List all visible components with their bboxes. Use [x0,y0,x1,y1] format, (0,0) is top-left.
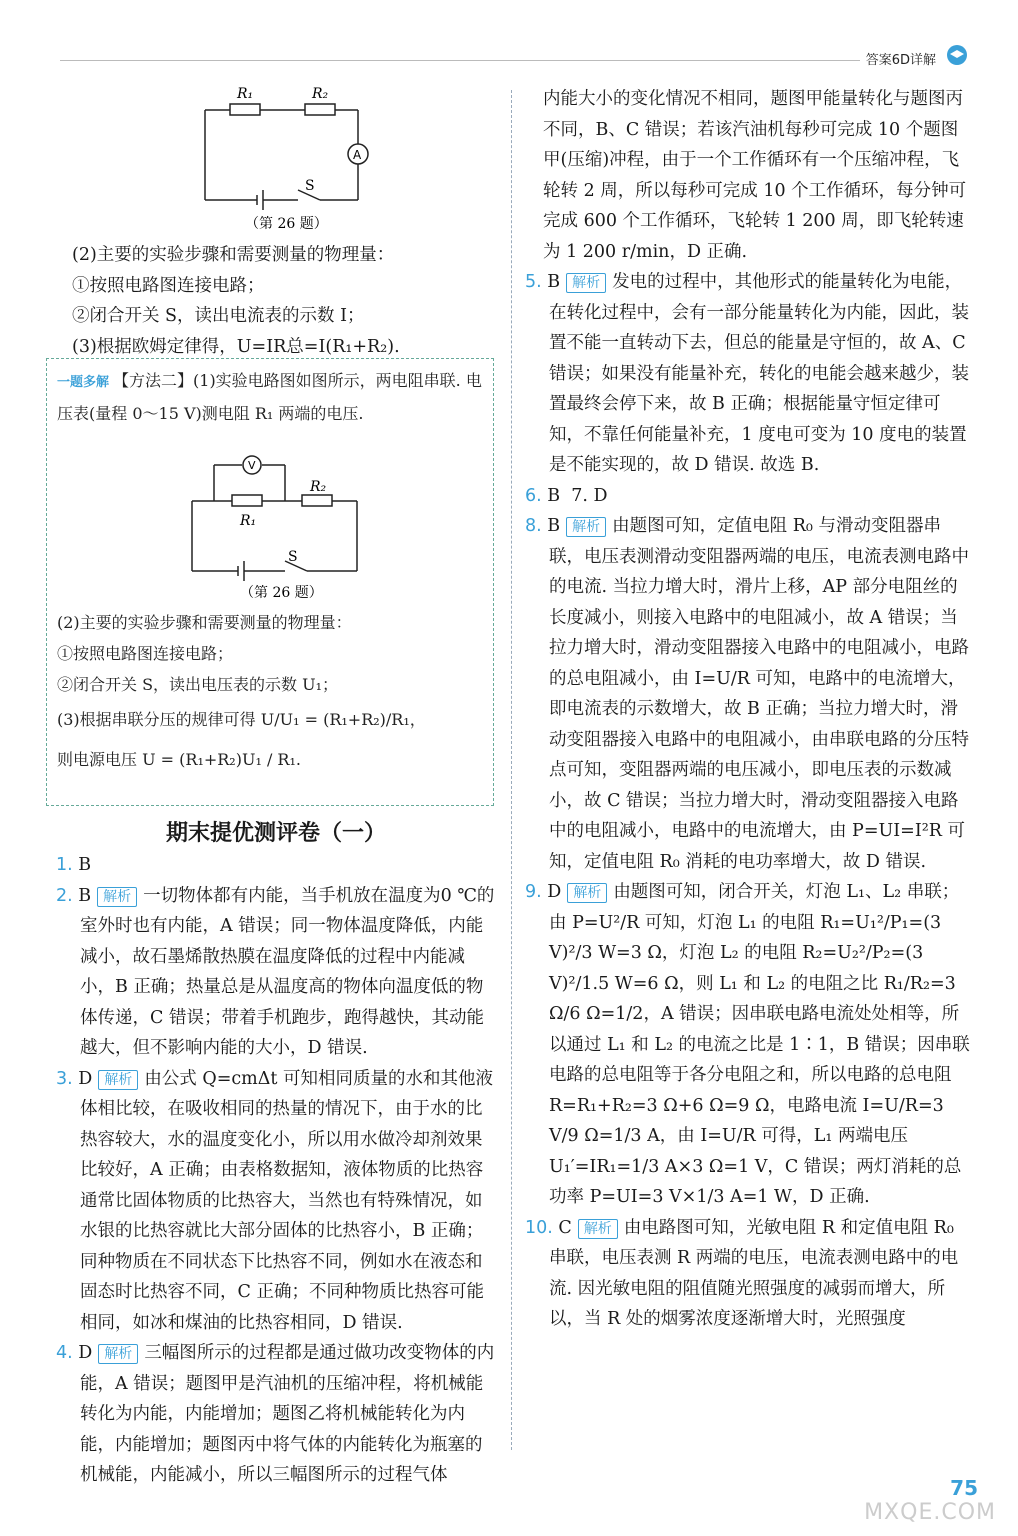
right-answers [525,84,975,1335]
watermark: MXQE.COM [864,1500,996,1525]
analysis-tag: 解析 [567,883,607,903]
r2-label: R₂ [312,86,329,102]
analysis-tag: 解析 [98,1344,138,1364]
ammeter-label: A [353,148,362,162]
box-steps [57,607,485,780]
answer-item: 10. C 解析 由电路图可知，光敏电阻 R 和定值电阻 R₀ 串联，电压表测 R 两端的电压，电流表测电路中的电流. 因光敏电阻的阻值随光照强度的减弱而增大，所以，当 R 处的烟雾浓度逐渐增大时，光照强度 [525,1217,959,1329]
page-number: 75 [950,1476,978,1500]
answer-item: 4. D 解析 三幅图所示的过程都是通过做功改变物体的内能，A 错误；题图甲是汽油机的压缩冲程，将机械能转化为内能，内能增加；题图乙将机械能转化为内能，内能增加；题图丙中将气体的内能转化为瓶塞的机械能，内能减小，所以三幅图所示的过程气体 [56,1343,495,1485]
analysis-tag: 解析 [566,273,606,293]
switch-label: S [288,549,298,565]
left-answers [56,850,496,1491]
r2-label: R₂ [310,479,327,495]
left-steps [56,240,496,362]
section-title: 期末提优测评卷（一） [165,821,386,846]
box-line: ①按照电路图连接电路； [57,644,234,663]
switch-label: S [305,178,315,194]
r1-label: R₁ [237,86,254,102]
answer-item: 8. B 解析 由题图可知，定值电阻 R₀ 与滑动变阻器串联，电压表测滑动变阻器两端的电压，电流表测电路中的电流. 当拉力增大时，滑片上移，AP 部分电阻丝的长度减小，则接入电路中的电阻减小，故 A 错误；当拉力增大时，滑动变阻器接入电路中的电阻减小，电路的总电阻减小，由 I=U/R 可知，电路中的电流增大，即电流表的示数增大，故 B 正确；当拉力增大时，滑动变阻器接入电路中的电阻减小，由串联电路的分压特点可知，变阻器两端的电压减小，即电压表的示数减小，故 C 错误；当拉力增大时，滑动变阻器接入电路中的电阻减小，电路中的电流增大，由 P=UI=I²R 可知，定值电阻 R₀ 消耗的电功率增大，故 D 错误. [525,516,969,872]
step-line: (3)根据欧姆定律得，U=IR总=I(R₁+R₂). [72,336,400,357]
step-line: ①按照电路图连接电路； [72,275,265,296]
answer-item: 1. B [56,855,92,875]
alt-method-box [46,358,494,806]
tip-badge: 一题多解 [57,375,110,390]
box-line: 则电源电压 U = (R₁+R₂)U₁ / R₁. [57,750,301,769]
answer-item: 3. D 解析 由公式 Q=cmΔt 可知相同质量的水和其他液体相比较，在吸收相同的热量的情况下，由于水的比热容较大，水的温度变化小，所以用水做冷却剂效果比较好，A 正确；由表格数据知，液体物质的比热容通常比固体物质的比热容大，当然也有特殊情况，如水银的比热容就比大部分固体的比热容小，B 正确；同种物质在不同状态下比热容不同，例如水在液态和固态时比热容不同，C 正确；不同种物质比热容可能相同，如冰和煤油的比热容相同，D 错误. [56,1068,494,1333]
circuit-figure-1 [195,82,375,232]
header-label: 答案6D详解 [865,53,936,68]
cap-icon [946,44,968,66]
voltmeter-label: V [248,459,256,472]
box-line: ②闭合开关 S，读出电压表的示数 U₁； [57,675,339,694]
analysis-tag: 解析 [97,887,137,907]
answer-item: 6. B 7. D [525,485,608,506]
header-rule [60,60,860,61]
r1-label: R₁ [240,513,257,529]
analysis-tag: 解析 [566,517,606,537]
box-line: (2)主要的实验步骤和需要测量的物理量： [57,613,352,632]
figure-caption: （第 26 题） [240,585,323,601]
box-line: (3)根据串联分压的规律可得 U/U₁ = (R₁+R₂)/R₁， [57,710,426,729]
column-divider [511,90,512,1450]
box-intro: 一题多解 【方法二】(1)实验电路图如图所示，两电阻串联. 电压表(量程 0～15 V)测电阻 R₁ 两端的电压. [57,365,485,429]
answer-item: 9. D 解析 由题图可知，闭合开关，灯泡 L₁、L₂ 串联；由 P=U²/R 可知，灯泡 L₁ 的电阻 R₁=U₁²/P₁=(3 V)²/3 W=3 Ω，灯泡 L₂ 的电阻 R₂=U₂²/P₂=(3 V)²/1.5 W=6 Ω，则 L₁ 和 L₂ 的电阻之比 R₁/R₂=3 Ω/6 Ω=1/2，A 错误；因串联电路电流处处相等，所以通过 L₁ 和 L₂ 的电流之比是 1∶1，B 错误；因串联电路的总电阻等于各分电阻之和，所以电路的总电阻 R=R₁+R₂=3 Ω+6 Ω=9 Ω，电路电流 I=U/R=3 V/9 Ω=1/3 A，由 I=U/R 可得，L₁ 两端电压 U₁′=IR₁=1/3 A×3 Ω=1 V，C 错误；两灯消耗的总功率 P=UI=3 V×1/3 A=1 W，D 正确. [525,882,970,1207]
answer-item: 2. B 解析 一切物体都有内能，当手机放在温度为0 ℃的室外时也有内能，A 错误；同一物体温度降低，内能减小，故石墨烯散热膜在温度降低的过程中内能减小，B 正确；热量总是从温度高的物体向温度低的物体传递，C 错误；带着手机跑步，跑得越快，其动能越大，但不影响内能的大小，D 错误. [56,885,495,1058]
continued-text: 内能大小的变化情况不相同，题图甲能量转化与题图丙不同，B、C 错误；若该汽油机每秒可完成 10 个题图甲(压缩)冲程，由于一个工作循环有一个压缩冲程，飞轮转 2 周，所以每秒可完成 10 个工作循环，每分钟可完成 600 个工作循环，飞轮转 1 200 周，即飞轮转速为 1 200 r/min，D 正确. [543,89,967,262]
step-line: ②闭合开关 S，读出电流表的示数 I； [72,306,365,326]
answer-item: 5. B 解析 发电的过程中，其他形式的能量转化为电能，在转化过程中，会有一部分能量转化为内能，因此，装置不能一直转动下去，但总的能量是守恒的，故 A、C 错误；如果没有能量补充，转化的电能会越来越少，装置最终会停下来，故 B 正确；根据能量守恒定律可知，不靠任何能量补充，1 度电可变为 10 度电的装置是不能实现的，故 D 错误. 故选 B. [525,272,969,475]
figure-caption: （第 26 题） [245,216,328,232]
step-line: (2)主要的实验步骤和需要测量的物理量： [72,245,395,265]
analysis-tag: 解析 [98,1070,138,1090]
analysis-tag: 解析 [578,1219,618,1239]
circuit-figure-2 [182,451,372,601]
